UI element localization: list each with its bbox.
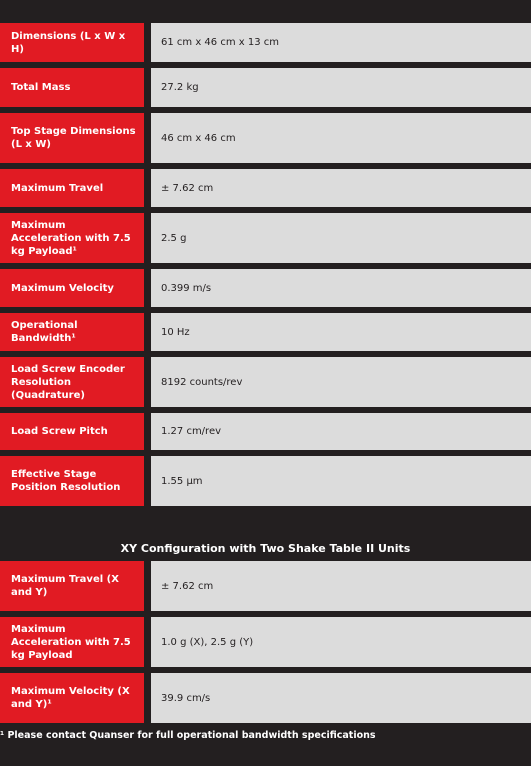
spec-value: 46 cm x 46 cm <box>151 113 531 163</box>
spec-label: Load Screw Encoder Resolution (Quadrature) <box>0 357 144 407</box>
spec-row-maximum-travel <box>0 169 531 207</box>
spec-row-maximum-velocity <box>0 269 531 307</box>
spec-table <box>0 23 531 512</box>
spec-label: Effective Stage Position Resolution <box>0 456 144 506</box>
spec-value: 39.9 cm/s <box>151 673 531 723</box>
spec-label: Maximum Acceleration with 7.5 kg Payload <box>0 617 144 667</box>
spec-row-total-mass <box>0 68 531 107</box>
spec-row-top-stage-dimensions <box>0 113 531 163</box>
spec-row-encoder-resolution <box>0 357 531 407</box>
footnote: ¹ Please contact Quanser for full operational bandwidth specifications <box>0 730 376 741</box>
spec-label: Maximum Velocity <box>0 269 144 307</box>
xy-row-maximum-acceleration <box>0 617 531 667</box>
xy-row-maximum-velocity <box>0 673 531 723</box>
xy-spec-table <box>0 561 531 729</box>
spec-label: Maximum Travel (X and Y) <box>0 561 144 611</box>
spec-value: ± 7.62 cm <box>151 169 531 207</box>
spec-value: 1.27 cm/rev <box>151 413 531 450</box>
spec-value: 10 Hz <box>151 313 531 351</box>
spec-value: 1.55 µm <box>151 456 531 506</box>
spec-value: ± 7.62 cm <box>151 561 531 611</box>
spec-row-operational-bandwidth <box>0 313 531 351</box>
spec-row-dimensions <box>0 23 531 62</box>
spec-label: Maximum Velocity (X and Y)¹ <box>0 673 144 723</box>
spec-value: 8192 counts/rev <box>151 357 531 407</box>
spec-row-load-screw-pitch <box>0 413 531 450</box>
section-title: XY Configuration with Two Shake Table II Units <box>120 542 411 555</box>
spec-value: 1.0 g (X), 2.5 g (Y) <box>151 617 531 667</box>
spec-row-position-resolution <box>0 456 531 506</box>
spec-label: Maximum Acceleration with 7.5 kg Payload¹ <box>0 213 144 263</box>
spec-label: Total Mass <box>0 68 144 107</box>
spec-value: 61 cm x 46 cm x 13 cm <box>151 23 531 62</box>
spec-value: 0.399 m/s <box>151 269 531 307</box>
xy-row-maximum-travel <box>0 561 531 611</box>
spec-label: Operational Bandwidth¹ <box>0 313 144 351</box>
spec-value: 27.2 kg <box>151 68 531 107</box>
spec-row-maximum-acceleration <box>0 213 531 263</box>
spec-value: 2.5 g <box>151 213 531 263</box>
spec-label: Dimensions (L x W x H) <box>0 23 144 62</box>
spec-label: Top Stage Dimensions (L x W) <box>0 113 144 163</box>
spec-label: Maximum Travel <box>0 169 144 207</box>
spec-label: Load Screw Pitch <box>0 413 144 450</box>
